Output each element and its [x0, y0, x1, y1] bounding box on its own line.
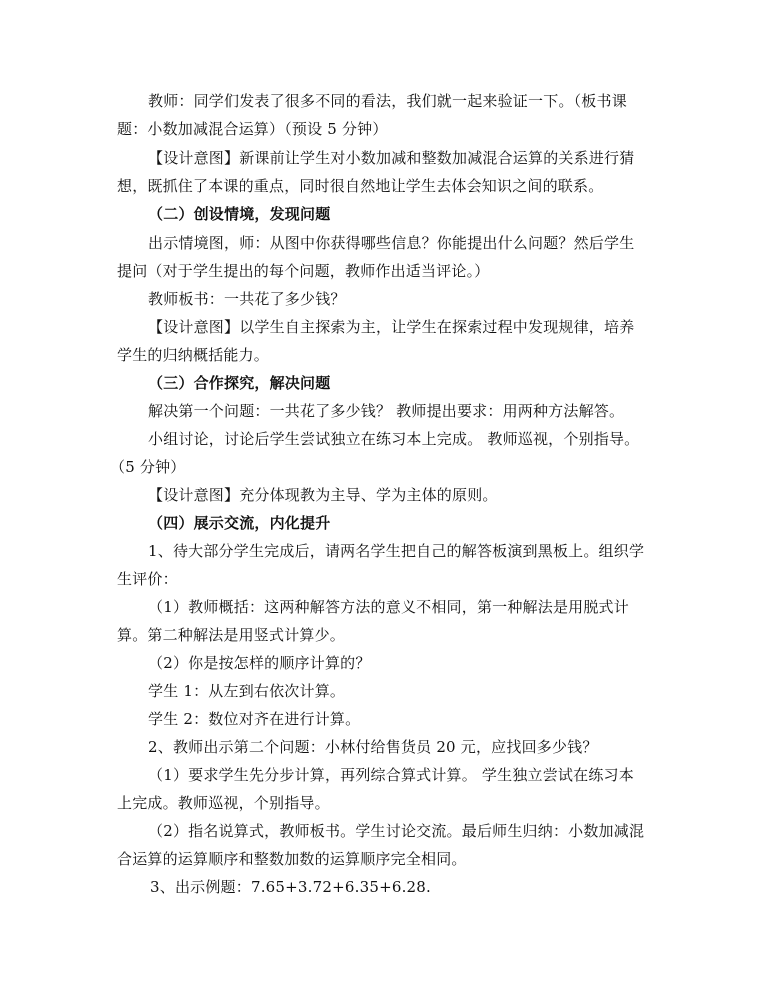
- paragraph-line: 学生 2：数位对齐在进行计算。: [148, 710, 361, 728]
- paragraph-line: （1）要求学生先分步计算，再列综合算式计算。 学生独立尝试在练习本: [148, 766, 634, 784]
- paragraph-line: 出示情境图，师：从图中你获得哪些信息？你能提出什么问题？然后学生: [148, 234, 635, 252]
- section-heading-3: （三）合作探究，解决问题: [148, 374, 331, 392]
- paragraph-line: （1）教师概括：这两种解答方法的意义不相同，第一种解法是用脱式计: [148, 598, 629, 616]
- paragraph-line: 提问（对于学生提出的每个问题，教师作出适当评论。）: [117, 262, 490, 280]
- paragraph-line: 解决第一个问题：一共花了多少钱？ 教师提出要求：用两种方法解答。: [148, 402, 625, 420]
- paragraph-line: 上完成。教师巡视，个别指导。: [117, 794, 330, 812]
- paragraph-line: 教师板书：一共花了多少钱？: [148, 290, 346, 308]
- paragraph-line: 想，既抓住了本课的重点，同时很自然地让学生去体会知识之间的联系。: [117, 177, 604, 195]
- paragraph-line: 学生 1：从左到右依次计算。: [148, 682, 346, 700]
- paragraph-line: 教师：同学们发表了很多不同的看法，我们就一起来验证一下。（板书课: [148, 92, 627, 110]
- section-heading-2: （二）创设情境，发现问题: [148, 205, 331, 223]
- paragraph-line: 2、教师出示第二个问题：小林付给售货员 20 元，应找回多少钱？: [148, 738, 598, 756]
- section-heading-4: （四）展示交流，内化提升: [148, 514, 331, 532]
- paragraph-line: （2）指名说算式，教师板书。学生讨论交流。最后师生归纳：小数加减混: [148, 822, 645, 840]
- paragraph-line: 算。第二种解法是用竖式计算少。: [117, 626, 346, 644]
- design-intent-line: 【设计意图】充分体现教为主导、学为主体的原则。: [148, 486, 498, 504]
- paragraph-line: 合运算的运算顺序和整数加数的运算顺序完全相同。: [117, 850, 467, 868]
- paragraph-line: （5 分钟）: [110, 458, 186, 476]
- design-intent-line: 【设计意图】以学生自主探索为主，让学生在探索过程中发现规律，培养: [148, 318, 635, 336]
- paragraph-line: 1、待大部分学生完成后，请两名学生把自己的解答板演到黑板上。组织学: [148, 542, 645, 560]
- paragraph-line: （2）你是按怎样的顺序计算的？: [148, 654, 371, 672]
- paragraph-line: 小组讨论，讨论后学生尝试独立在练习本上完成。 教师巡视，个别指导。: [148, 430, 640, 448]
- paragraph-line: 3、出示例题：7.65+3.72+6.35+6.28.: [150, 878, 432, 896]
- paragraph-line: 题：小数加减混合运算）（预设 5 分钟）: [117, 120, 388, 138]
- paragraph-line: 生评价：: [117, 570, 178, 588]
- design-intent-line: 【设计意图】新课前让学生对小数加减和整数加减混合运算的关系进行猜: [148, 149, 635, 167]
- paragraph-line: 学生的归纳概括能力。: [117, 346, 270, 364]
